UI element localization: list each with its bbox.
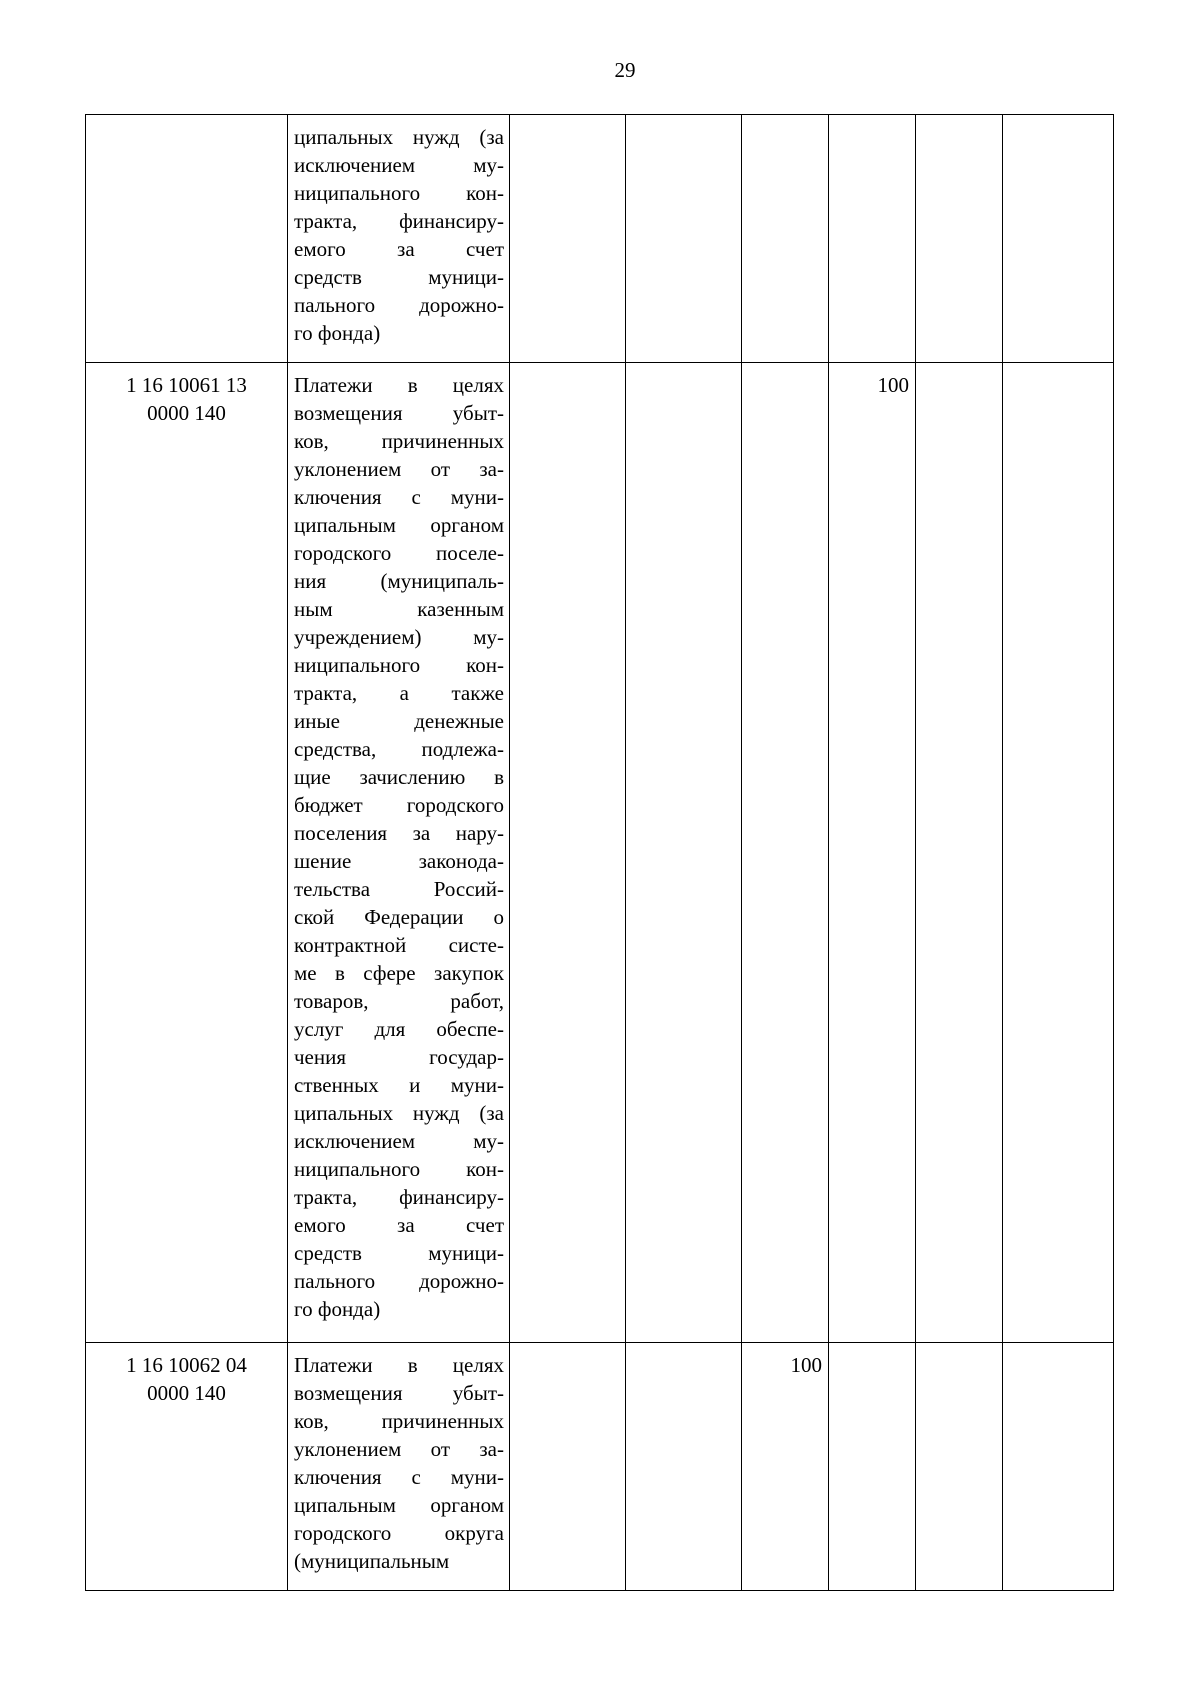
code-line: 1 16 10062 04	[126, 1353, 247, 1377]
description-line: Платежи в целях	[294, 373, 504, 397]
description-line: уклонением от за-	[294, 1437, 504, 1461]
code-line: 0000 140	[147, 401, 226, 425]
value-cell-col3	[510, 363, 626, 1343]
description-line: возмещения убыт-	[294, 1381, 504, 1405]
value-cell-col8	[1003, 363, 1114, 1343]
value-cell-col7	[916, 1343, 1003, 1591]
description-line: тракта, финансиру-	[294, 209, 504, 233]
description-line: тракта, а также	[294, 681, 504, 705]
description-line: Платежи в целях	[294, 1353, 504, 1377]
value-cell-col3	[510, 1343, 626, 1591]
description-line: ков, причиненных	[294, 429, 504, 453]
description-line: ципальных нужд (за	[294, 125, 504, 149]
value-cell-col8	[1003, 1343, 1114, 1591]
description-line: городского округа	[294, 1521, 504, 1545]
description-cell	[288, 1343, 510, 1591]
budget-table	[85, 114, 1114, 1591]
description-line: ственных и муни-	[294, 1073, 504, 1097]
description-line: ме в сфере закупок	[294, 961, 504, 985]
description-line: поселения за нару-	[294, 821, 504, 845]
description-line: емого за счет	[294, 237, 504, 261]
code-line: 0000 140	[147, 1381, 226, 1405]
description-cell	[288, 115, 510, 363]
value-cell-col4	[626, 1343, 742, 1591]
description-line: возмещения убыт-	[294, 401, 504, 425]
value-cell-col6	[829, 1343, 916, 1591]
description-line: ков, причиненных	[294, 1409, 504, 1433]
code-cell	[86, 1343, 288, 1591]
description-line: ключения с муни-	[294, 1465, 504, 1489]
value-cell-col6: 100	[829, 363, 916, 1343]
description-line: учреждением) му-	[294, 625, 504, 649]
description-line: тельства Россий-	[294, 877, 504, 901]
code-line: 1 16 10061 13	[126, 373, 247, 397]
description-line: емого за счет	[294, 1213, 504, 1237]
description-line: иные денежные	[294, 709, 504, 733]
table-row	[86, 115, 1114, 363]
value-cell-col3	[510, 115, 626, 363]
description-line: средств муници-	[294, 265, 504, 289]
description-line: шение законода-	[294, 849, 504, 873]
value-cell-col6	[829, 115, 916, 363]
code-cell	[86, 115, 288, 363]
value-cell-col7	[916, 115, 1003, 363]
description-line: городского поселе-	[294, 541, 504, 565]
table-row	[86, 363, 1114, 1343]
description-line: средства, подлежа-	[294, 737, 504, 761]
code-cell	[86, 363, 288, 1343]
description-line: ключения с муни-	[294, 485, 504, 509]
value-cell-col8	[1003, 115, 1114, 363]
description-line: ципальных нужд (за	[294, 1101, 504, 1125]
description-line: пального дорожно-	[294, 293, 504, 317]
description-line: тракта, финансиру-	[294, 1185, 504, 1209]
page-number: 29	[614, 58, 636, 82]
value-cell-col4	[626, 115, 742, 363]
description-line: ской Федерации о	[294, 905, 504, 929]
description-line: щие зачислению в	[294, 765, 504, 789]
description-line: пального дорожно-	[294, 1269, 504, 1293]
value-cell-col5	[742, 115, 829, 363]
value-cell-col5: 100	[742, 1343, 829, 1591]
description-line: ниципального кон-	[294, 1157, 504, 1181]
description-line: ниципального кон-	[294, 653, 504, 677]
description-line: товаров, работ,	[294, 989, 504, 1013]
description-line: го фонда)	[294, 1297, 381, 1321]
description-line: бюджет городского	[294, 793, 504, 817]
description-cell	[288, 363, 510, 1343]
value-cell-col4	[626, 363, 742, 1343]
description-line: ципальным органом	[294, 513, 504, 537]
value-cell-col7	[916, 363, 1003, 1343]
description-line: чения государ-	[294, 1045, 504, 1069]
description-line: ным казенным	[294, 597, 504, 621]
description-line: контрактной систе-	[294, 933, 504, 957]
description-line: исключением му-	[294, 1129, 504, 1153]
description-line: исключением му-	[294, 153, 504, 177]
description-line: ниципального кон-	[294, 181, 504, 205]
description-line: ципальным органом	[294, 1493, 504, 1517]
description-line: ния (муниципаль-	[294, 569, 504, 593]
table-body	[86, 115, 1114, 1591]
description-line: го фонда)	[294, 321, 381, 345]
description-line: услуг для обеспе-	[294, 1017, 504, 1041]
table-row	[86, 1343, 1114, 1591]
description-line: средств муници-	[294, 1241, 504, 1265]
description-line: уклонением от за-	[294, 457, 504, 481]
description-line: (муниципальным	[294, 1549, 450, 1573]
value-cell-col5	[742, 363, 829, 1343]
